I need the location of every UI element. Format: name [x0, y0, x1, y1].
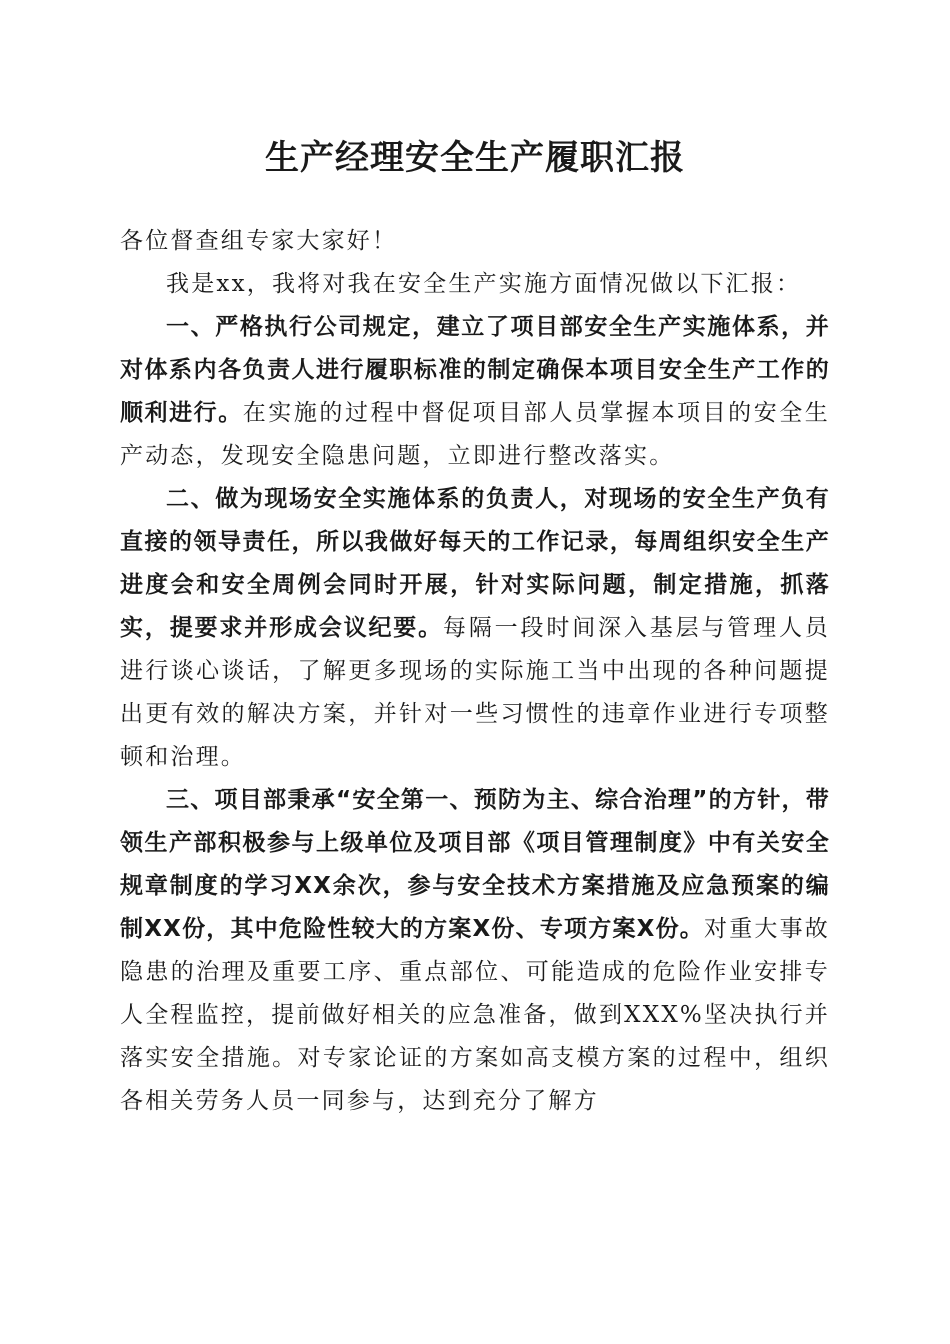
section-1-paragraph	[120, 306, 830, 478]
greeting-paragraph: 各位督查组专家大家好！	[120, 228, 398, 254]
document-title: 生产经理安全生产履职汇报	[265, 138, 685, 178]
section-3-heading: 三、项目部秉承“安全第一、预防为主、综合治理”的方针，带领生产部积极参与上级单位及项目部《项目管理制度》中有关安全规章制度的学习XX余次，参与安全技术方案措施及应急预案的编制XX份，其中危险性较大的方案X份、专项方案X份。	[120, 787, 830, 942]
section-1-heading: 一、严格执行公司规定，建立了项目部安全生产实施体系，并对体系内各负责人进行履职标准的制定确保本项目安全生产工作的顺利进行。	[120, 314, 830, 426]
section-3-body: 对重大事故隐患的治理及重要工序、重点部位、可能造成的危险作业安排专人全程监控，提前做好相关的应急准备，做到XXX%坚决执行并落实安全措施。对专家论证的方案如高支模方案的过程中，组织各相关劳务人员一同参与，达到充分了解方	[120, 916, 831, 1114]
section-3-paragraph	[120, 779, 830, 1123]
section-2-heading: 二、做为现场安全实施体系的负责人，对现场的安全生产负有直接的领导责任，所以我做好每天的工作记录，每周组织安全生产进度会和安全周例会同时开展，针对实际问题，制定措施，抓落实，提要求并形成会议纪要。	[120, 486, 830, 641]
section-2-body: 每隔一段时间深入基层与管理人员进行谈心谈话，了解更多现场的实际施工当中出现的各种问题提出更有效的解决方案，并针对一些习惯性的违章作业进行专项整顿和治理。	[120, 615, 831, 770]
section-2-paragraph	[120, 478, 830, 779]
intro-paragraph: 我是xx，我将对我在安全生产实施方面情况做以下汇报：	[166, 271, 802, 297]
section-1-body: 在实施的过程中督促项目部人员掌握本项目的安全生产动态，发现安全隐患问题，立即进行整改落实。	[120, 400, 831, 469]
document-body	[120, 220, 830, 1123]
